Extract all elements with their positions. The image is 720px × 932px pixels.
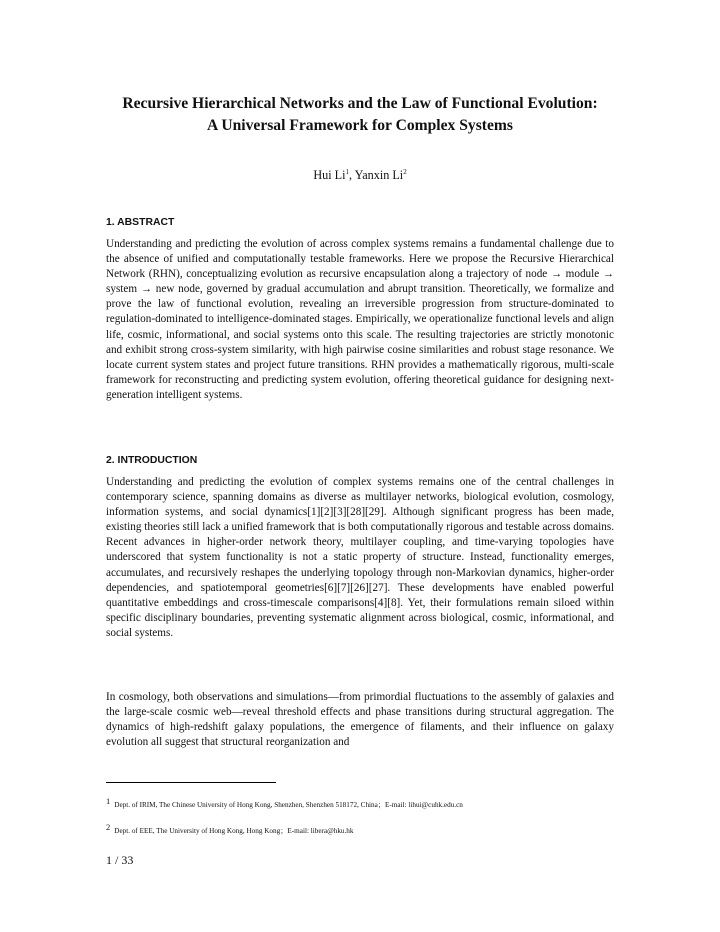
paper-title (60, 93, 660, 137)
footnote-1-text: Dept. of IRIM, The Chinese University of Hong Kong, Shenzhen, Shenzhen 518172, China；E-mail: lihui@cuhk.edu.cn (114, 801, 463, 809)
footnote-2 (106, 822, 666, 836)
footnote-2-mark: 2 (106, 822, 111, 832)
introduction-paragraph-1: Understanding and predicting the evolution of complex systems remains one of the central challenges in contemporary science, spanning domains as diverse as multilayer networks, biological evolution, cosmology, information systems, and social dynamics[1][2][3][28][29]. Although significant progress has been made, existing theories still lack a unified framework that is both computationally rigorous and testable across domains. Recent advances in higher-order network theory, multilayer coupling, and time-varying topologies have underscored that system functionality is not a static property of structure. Instead, functionality emerges, accumulates, and recursively reshapes the underlying topology through non-Markovian dynamics, higher-order dependencies, and spatiotemporal geometries[6][7][26][27]. These developments have enabled powerful quantitative embeddings and cross-timescale comparisons[4][8]. Yet, their formulations remain siloed within specific disciplinary boundaries, preventing systematic alignment across biological, cosmic, informational, and social systems. (106, 476, 614, 639)
footnote-1-mark: 1 (106, 796, 111, 806)
title-line-2: A Universal Framework for Complex Systems (207, 117, 513, 134)
author-2-affiliation-mark: 2 (403, 167, 407, 176)
footnote-2-text: Dept. of EEE, The University of Hong Kong, Hong Kong；E-mail: libera@hku.hk (114, 827, 354, 835)
abstract-text: Understanding and predicting the evolution of across complex systems remains a fundamental challenge due to the absence of unified and computationally testable frameworks. Here we propose the Recursive Hierarchical Network (RHN), conceptualizing evolution as recursive encapsulation along a trajectory of node → module → system → new node, governed by gradual accumulation and abrupt transition. Theoretically, we formalize and prove the law of functional evolution, revealing an irreversible progression from structure-dominated to regulation-dominated to intelligence-dominated stages. Empirically, we operationalize functional levels and align life, cosmic, informational, and social systems onto this scale. The resulting trajectories are strictly monotonic and exhibit strong cross-system similarity, with high pairwise cosine similarities and robust stage resonance. We locate current system states and project future transitions. RHN provides a mathematically rigorous, multi-scale framework for reconstructing and predicting system evolution, offering theoretical guidance for designing next-generation intelligent systems. (106, 238, 614, 401)
introduction-paragraph-2: In cosmology, both observations and simulations—from primordial fluctuations to the assembly of galaxies and the large-scale cosmic web—reveal threshold effects and phase transitions during structural aggregation. The dynamics of high-redshift galaxy populations, the emergence of filaments, and their influence on galaxy evolution all suggest that structural reorganization and (106, 691, 614, 749)
author-1-name: Hui Li (313, 168, 346, 182)
author-1-affiliation-mark: 1 (345, 167, 349, 176)
author-separator: , (348, 168, 355, 182)
footnote-divider (106, 782, 276, 783)
title-line-1: Recursive Hierarchical Networks and the Law of Functional Evolution: (122, 95, 598, 112)
abstract-heading: 1. ABSTRACT (106, 217, 175, 228)
introduction-heading: 2. INTRODUCTION (106, 455, 198, 466)
author-2-name: Yanxin Li (354, 168, 404, 182)
footnote-1 (106, 796, 666, 810)
page-number: 1 / 33 (106, 853, 134, 867)
author-list (0, 167, 720, 183)
